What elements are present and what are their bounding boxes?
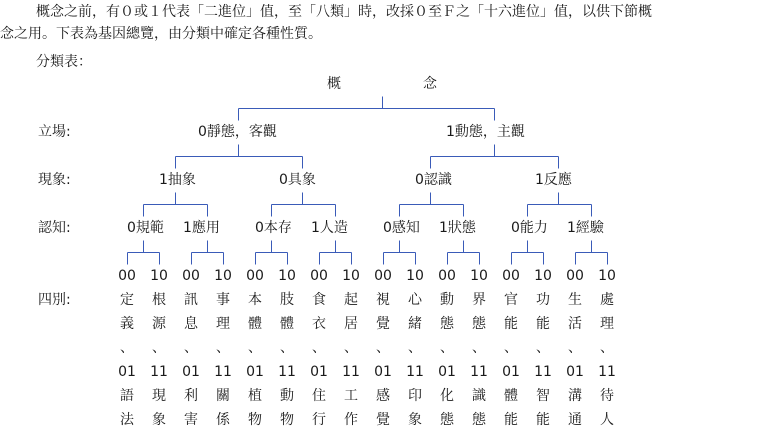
level1-node-dynamic: 1動態，主觀: [446, 124, 525, 140]
leaf-char: 係: [216, 412, 230, 428]
leaf-char: 象: [152, 412, 166, 428]
leaf-char: 語: [120, 388, 134, 404]
leaf-char: 源: [152, 316, 166, 332]
leaf-code: 10: [470, 268, 488, 284]
leaf-separator: 、: [248, 340, 262, 356]
leaf-separator: 、: [536, 340, 550, 356]
leaf-char: 象: [408, 412, 422, 428]
level2-node: 1反應: [535, 172, 572, 188]
leaf-code: 00: [502, 268, 520, 284]
leaf-char: 生: [568, 292, 582, 308]
leaf-char: 心: [408, 292, 422, 308]
leaf-char: 覺: [376, 316, 390, 332]
leaf-char: 官: [504, 292, 518, 308]
leaf-code: 00: [118, 268, 136, 284]
leaf-char: 緒: [408, 316, 422, 332]
leaf-char: 關: [216, 388, 230, 404]
root-char-2: 念: [423, 76, 437, 92]
leaf-code: 01: [566, 364, 584, 380]
leaf-char: 法: [120, 412, 134, 428]
level3-node: 0本存: [255, 220, 292, 236]
leaf-code: 11: [342, 364, 360, 380]
leaf-char: 態: [440, 412, 454, 428]
leaf-char: 體: [248, 316, 262, 332]
intro-line-1: 概念之前，有０或１代表「二進位」值，至「八類」時，改採０至Ｆ之「十六進位」值，以供下節概: [36, 4, 652, 20]
leaf-code: 11: [214, 364, 232, 380]
level2-node: 0具象: [279, 172, 316, 188]
leaf-char: 行: [312, 412, 326, 428]
leaf-char: 界: [472, 292, 486, 308]
leaf-code: 01: [310, 364, 328, 380]
leaf-char: 事: [216, 292, 230, 308]
level2-node: 0認識: [415, 172, 452, 188]
leaf-char: 智: [536, 388, 550, 404]
leaf-char: 食: [312, 292, 326, 308]
row-label-four-types: 四別:: [38, 292, 71, 308]
row-label-cognition: 認知:: [38, 220, 71, 236]
leaf-code: 10: [214, 268, 232, 284]
leaf-char: 印: [408, 388, 422, 404]
leaf-char: 利: [184, 388, 198, 404]
leaf-char: 住: [312, 388, 326, 404]
leaf-separator: 、: [152, 340, 166, 356]
leaf-code: 00: [310, 268, 328, 284]
leaf-code: 10: [598, 268, 616, 284]
leaf-char: 體: [280, 316, 294, 332]
level1-node-static: 0靜態，客觀: [198, 124, 277, 140]
leaf-separator: 、: [312, 340, 326, 356]
leaf-code: 00: [246, 268, 264, 284]
leaf-code: 11: [598, 364, 616, 380]
leaf-char: 定: [120, 292, 134, 308]
leaf-code: 11: [150, 364, 168, 380]
leaf-char: 理: [216, 316, 230, 332]
leaf-char: 通: [568, 412, 582, 428]
leaf-code: 11: [278, 364, 296, 380]
leaf-separator: 、: [440, 340, 454, 356]
leaf-char: 視: [376, 292, 390, 308]
leaf-char: 處: [600, 292, 614, 308]
level3-node: 0能力: [511, 220, 548, 236]
leaf-char: 物: [248, 412, 262, 428]
leaf-char: 能: [504, 412, 518, 428]
leaf-char: 能: [536, 316, 550, 332]
leaf-char: 物: [280, 412, 294, 428]
leaf-char: 訊: [184, 292, 198, 308]
leaf-code: 01: [182, 364, 200, 380]
leaf-separator: 、: [600, 340, 614, 356]
leaf-char: 動: [440, 292, 454, 308]
leaf-char: 功: [536, 292, 550, 308]
level3-node: 1狀態: [439, 220, 476, 236]
level3-node: 1經驗: [567, 220, 604, 236]
level3-node: 0感知: [383, 220, 420, 236]
leaf-char: 態: [440, 316, 454, 332]
leaf-char: 根: [152, 292, 166, 308]
leaf-separator: 、: [120, 340, 134, 356]
leaf-code: 10: [342, 268, 360, 284]
leaf-separator: 、: [376, 340, 390, 356]
level2-node: 1抽象: [159, 172, 196, 188]
leaf-code: 10: [150, 268, 168, 284]
leaf-code: 01: [118, 364, 136, 380]
leaf-char: 態: [472, 316, 486, 332]
leaf-code: 00: [374, 268, 392, 284]
leaf-code: 11: [534, 364, 552, 380]
leaf-code: 10: [406, 268, 424, 284]
leaf-char: 識: [472, 388, 486, 404]
leaf-code: 00: [438, 268, 456, 284]
leaf-char: 居: [344, 316, 358, 332]
leaf-char: 覺: [376, 412, 390, 428]
leaf-code: 01: [502, 364, 520, 380]
leaf-char: 態: [472, 412, 486, 428]
leaf-char: 動: [280, 388, 294, 404]
root-char-1: 概: [327, 76, 341, 92]
leaf-char: 人: [600, 412, 614, 428]
leaf-separator: 、: [184, 340, 198, 356]
leaf-char: 化: [440, 388, 454, 404]
leaf-char: 起: [344, 292, 358, 308]
level3-node: 1人造: [311, 220, 348, 236]
leaf-char: 義: [120, 316, 134, 332]
leaf-char: 待: [600, 388, 614, 404]
intro-line-2: 念之用。下表為基因總覽，由分類中確定各種性質。: [0, 26, 322, 42]
leaf-char: 本: [248, 292, 262, 308]
leaf-char: 植: [248, 388, 262, 404]
leaf-char: 工: [344, 388, 358, 404]
leaf-code: 01: [438, 364, 456, 380]
leaf-char: 息: [184, 316, 198, 332]
leaf-code: 11: [470, 364, 488, 380]
leaf-char: 感: [376, 388, 390, 404]
leaf-code: 01: [374, 364, 392, 380]
leaf-code: 10: [534, 268, 552, 284]
leaf-code: 10: [278, 268, 296, 284]
leaf-separator: 、: [568, 340, 582, 356]
leaf-separator: 、: [216, 340, 230, 356]
leaf-separator: 、: [280, 340, 294, 356]
leaf-code: 00: [182, 268, 200, 284]
level3-node: 1應用: [183, 220, 220, 236]
leaf-char: 溝: [568, 388, 582, 404]
leaf-char: 現: [152, 388, 166, 404]
leaf-char: 體: [504, 388, 518, 404]
leaf-code: 01: [246, 364, 264, 380]
leaf-char: 肢: [280, 292, 294, 308]
row-label-phenomenon: 現象:: [38, 172, 71, 188]
leaf-code: 00: [566, 268, 584, 284]
leaf-char: 能: [536, 412, 550, 428]
leaf-separator: 、: [504, 340, 518, 356]
level3-node: 0規範: [127, 220, 164, 236]
leaf-char: 理: [600, 316, 614, 332]
leaf-code: 11: [406, 364, 424, 380]
leaf-separator: 、: [472, 340, 486, 356]
row-label-stance: 立場:: [38, 124, 71, 140]
leaf-char: 害: [184, 412, 198, 428]
leaf-separator: 、: [408, 340, 422, 356]
leaf-char: 能: [504, 316, 518, 332]
leaf-char: 作: [344, 412, 358, 428]
leaf-separator: 、: [344, 340, 358, 356]
table-caption: 分類表：: [36, 54, 92, 70]
leaf-char: 活: [568, 316, 582, 332]
leaf-char: 衣: [312, 316, 326, 332]
